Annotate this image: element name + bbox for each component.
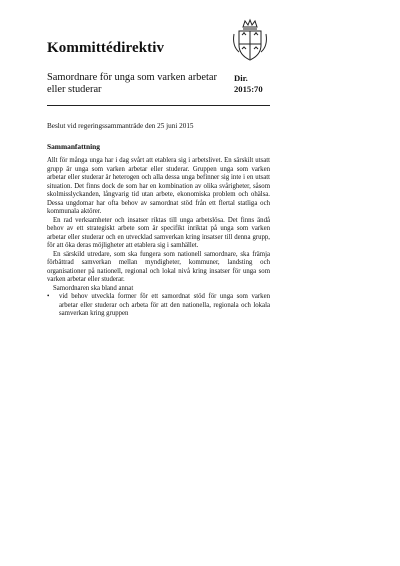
bullet-icon: • (47, 293, 50, 300)
paragraph: Allt för många unga har i dag svårt att etablera sig i arbetslivet. En särskilt utsatt grupp är unga som varken arbetar eller studerar. Gruppen unga som varken arbetar eller studerar är heterogen och alla dessa unga befinner sig inte i en utsatt situation. Det finns dock de som har en kombination av olika svårigheter, såsom skolmisslyckanden, långvarig tid utan arbete, ekonomiska problem och ohälsa. Dessa ungdomar har ofta behov av samordnat stöd från ett flertal statliga och kommunala aktörer. (47, 157, 270, 215)
paragraph: En särskild utredare, som ska fungera som nationell samordnare, ska främja förbättrad samverkan mellan myndigheter, kommuner, landsting och organisationer på nationell, regional och lokal nivå kring insatser för unga som varken arbetar eller studerar. (47, 250, 270, 283)
list-item-text: vid behov utveckla former för ett samordnat stöd för unga som varken arbetar eller studerar och arbeta för att den nationella, regionala och lokala samverkan kring gruppen (59, 293, 270, 317)
subject-line: Samordnare för unga som varken arbetar (47, 72, 217, 83)
decision-date-line: Beslut vid regeringssammanträde den 25 juni 2015 (47, 122, 194, 130)
paragraph: En rad verksamheter och insatser riktas till unga arbetslösa. Det finns ändå behov av ett strategiskt arbete som är specifikt inriktat på unga som varken arbetar eller studerar och en utvecklad samverkan kring insatser till denna grupp, för att öka deras möjligheter att etablera sig i samhället. (47, 216, 270, 249)
document-title: Kommittédirektiv (47, 40, 165, 56)
directive-number (234, 73, 263, 95)
bullet-list (47, 293, 270, 319)
dir-label: Dir. (234, 73, 248, 83)
dir-number: 2015:70 (234, 84, 263, 94)
list-item (47, 293, 270, 319)
paragraph: Samordnaren ska bland annat (53, 284, 134, 292)
summary-body (47, 157, 270, 319)
section-heading: Sammanfattning (47, 142, 100, 151)
directive-subject (47, 72, 227, 96)
subject-line: eller studerar (47, 84, 102, 95)
header-divider (47, 105, 270, 106)
crown-coat-of-arms-icon (231, 18, 269, 62)
